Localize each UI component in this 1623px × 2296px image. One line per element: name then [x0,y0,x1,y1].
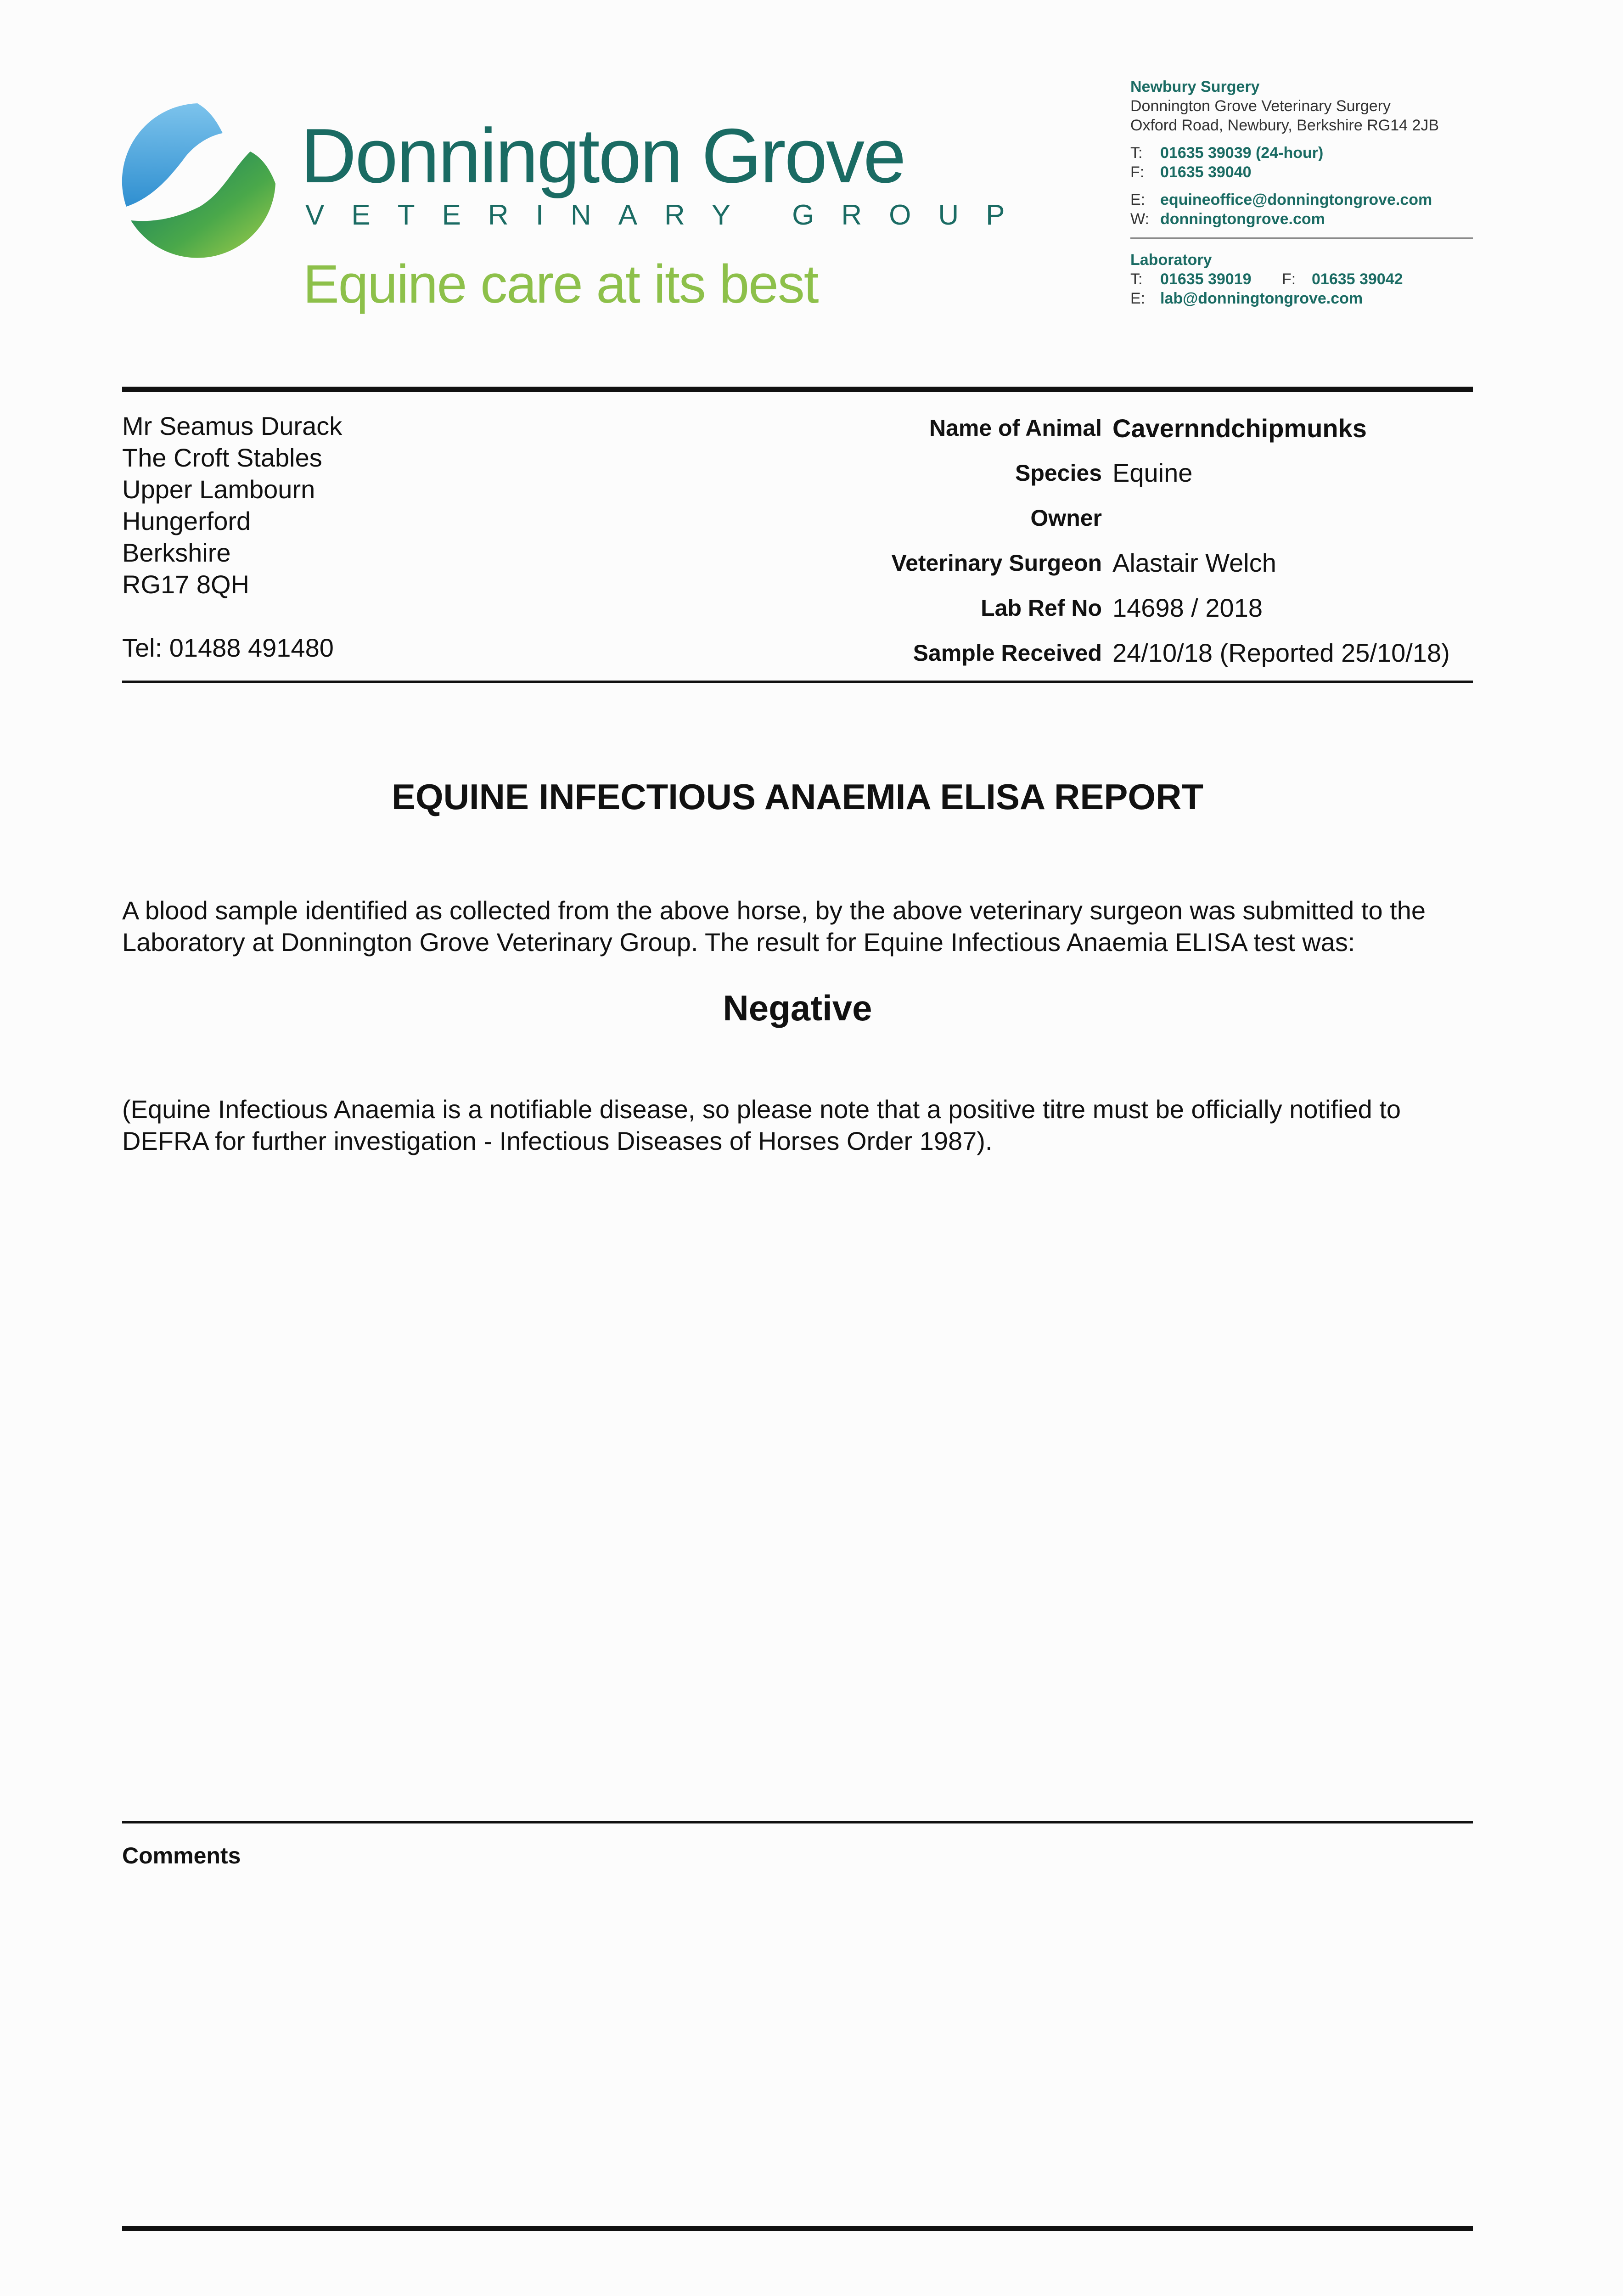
surgery-fax: 01635 39040 [1160,163,1252,181]
surgery-email-row [1130,190,1439,209]
laboratory-heading: Laboratory [1130,251,1212,269]
recipient-address-line: Berkshire [122,538,231,567]
detail-label-sample-received: Sample Received [913,640,1102,666]
logo-horse-icon [117,101,278,262]
header-rule [122,387,1473,392]
surgery-web-row [1130,209,1439,229]
details-rule [122,681,1473,683]
surgery-fax-label: F: [1130,163,1145,181]
detail-value-sample-received: 24/10/18 (Reported 25/10/18) [1112,638,1450,667]
detail-value-lab-ref-no: 14698 / 2018 [1112,593,1263,622]
surgery-tel[interactable]: 01635 39039 (24-hour) [1160,144,1324,162]
surgery-web-label: W: [1130,210,1149,228]
detail-label-owner: Owner [1030,505,1102,531]
detail-value-species: Equine [1112,458,1193,487]
laboratory-email-row [1130,289,1403,308]
brand-name: Donnington Grove [301,113,905,199]
detail-label-lab-ref-no: Lab Ref No [981,595,1102,621]
laboratory-contact-block [1130,250,1403,308]
comments-label: Comments [122,1843,241,1868]
recipient-address-line: Upper Lambourn [122,475,315,504]
recipient-address-line: Hungerford [122,506,251,535]
recipient-name: Mr Seamus Durack [122,411,343,440]
recipient-postcode: RG17 8QH [122,570,249,599]
brand-subtitle: VETERINARY GROUP [305,199,1032,231]
detail-value-veterinary-surgeon: Alastair Welch [1112,548,1276,577]
recipient-tel: Tel: 01488 491480 [122,633,334,662]
brand-tagline: Equine care at its best [303,254,818,315]
detail-label-veterinary-surgeon: Veterinary Surgeon [891,550,1102,576]
surgery-heading: Newbury Surgery [1130,78,1260,96]
laboratory-fax: 01635 39042 [1312,270,1403,288]
laboratory-tel-label: T: [1130,270,1143,288]
report-intro: A blood sample identified as collected from the above horse, by the above veterinary surgeon was submitted to the Laboratory at Donnington Grove Veterinary Group. The result for Equine Infectious Anaemia ELISA test was: [122,896,1426,957]
recipient-address-line: The Croft Stables [122,443,322,472]
surgery-address-line1: Donnington Grove Veterinary Surgery [1130,97,1391,115]
surgery-email-label: E: [1130,191,1146,208]
surgery-email-link[interactable]: equineoffice@donningtongrove.com [1160,191,1432,208]
laboratory-email-link[interactable]: lab@donningtongrove.com [1160,290,1363,307]
surgery-address-line2: Oxford Road, Newbury, Berkshire RG14 2JB [1130,117,1439,134]
footer-rule [122,2226,1473,2231]
laboratory-tel[interactable]: 01635 39019 [1160,270,1252,288]
recipient-address [122,410,342,664]
surgery-contact-block [1130,77,1439,229]
detail-label-name-of-animal: Name of Animal [929,415,1102,441]
contact-divider [1130,237,1473,239]
comments-rule [122,1821,1473,1823]
report-note: (Equine Infectious Anaemia is a notifiable disease, so please note that a positive titre must be officially notified to DEFRA for further investigation - Infectious Diseases of Horses Order 1987). [122,1095,1401,1155]
laboratory-phone-row [1130,270,1403,289]
surgery-web-link[interactable]: donningtongrove.com [1160,210,1325,228]
laboratory-fax-label: F: [1282,270,1296,288]
surgery-fax-row [1130,163,1439,182]
surgery-tel-label: T: [1130,144,1143,162]
surgery-tel-row [1130,143,1439,163]
detail-label-species: Species [1015,460,1102,486]
report-result: Negative [723,988,872,1028]
detail-value-name-of-animal: Cavernndchipmunks [1112,414,1367,443]
report-title: EQUINE INFECTIOUS ANAEMIA ELISA REPORT [391,777,1204,817]
laboratory-email-label: E: [1130,290,1146,307]
